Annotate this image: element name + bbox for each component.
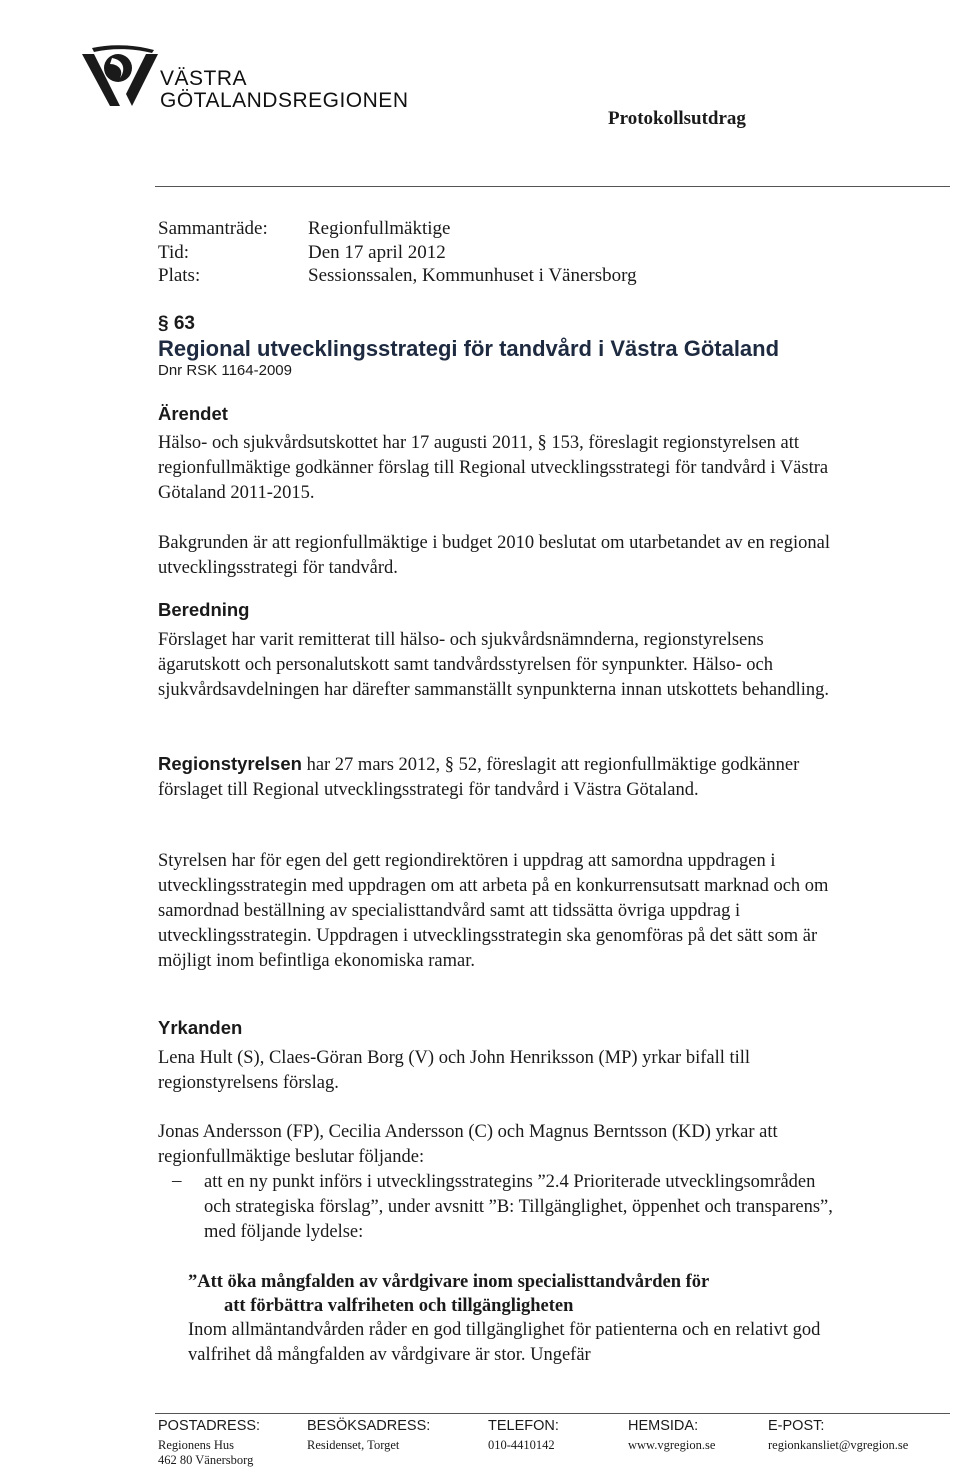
footer-besoksadress-label: BESÖKSADRESS:: [307, 1418, 431, 1434]
beredning-text-3: Styrelsen har för egen del gett regiondirektören i uppdrag att samordna uppdragen i utvecklingsstrategin med uppdragen om att arbeta på en konkurrensutsatt marknad och om samordnad beställning av specialisttandvård samt att tidssätta övriga uppdrag i utvecklingsstrategin. Uppdragen i utvecklingsstrategin ska genomföras på det sätt som är möjligt inom befintliga ekonomiska ramar.: [158, 851, 829, 971]
yrkanden-text-1: Lena Hult (S), Claes-Göran Borg (V) och John Henriksson (MP) yrkar bifall till regionstyrelsens förslag.: [158, 1048, 751, 1093]
meta-label-place: Plats:: [158, 265, 201, 286]
arendet-text-1: Hälso- och sjukvårdsutskottet har 17 augusti 2011, § 153, föreslagit regionstyrelsen att regionfullmäktige godkänner förslag till Regional utvecklingsstrategi för tandvård i Västra Götaland 2011-2015.: [158, 433, 829, 503]
beredning-paragraph-2: [158, 751, 848, 803]
section-number: § 63: [158, 313, 195, 334]
bullet-dash: –: [172, 1170, 182, 1191]
meta-label-meeting: Sammanträde:: [158, 218, 268, 239]
meta-value-place: Sessionssalen, Kommunhuset i Vänersborg: [308, 265, 637, 286]
bullet-item: att en ny punkt införs i utvecklingsstrategins ”2.4 Prioriterade utvecklingsområden och strategiska förslag”, under avsnitt ”B: Tillgänglighet, öppenhet och transparens”, med följande lydelse:: [204, 1172, 833, 1242]
diary-number: Dnr RSK 1164-2009: [158, 362, 292, 379]
footer-postadress-line-2: 462 80 Vänersborg: [158, 1453, 254, 1467]
arendet-paragraph-2: [158, 531, 848, 581]
heading-yrkanden: Yrkanden: [158, 1017, 243, 1038]
heading-arendet: Ärendet: [158, 403, 228, 424]
quote-heading-line-2: att förbättra valfriheten och tillgängligheten: [224, 1296, 574, 1316]
organization-name: [160, 68, 408, 112]
footer-telefon-value: 010-4410142: [488, 1438, 555, 1452]
meta-value-time: Den 17 april 2012: [308, 242, 446, 263]
arendet-paragraph-1: [158, 431, 848, 506]
footer-postadress-line-1: Regionens Hus: [158, 1438, 235, 1452]
footer-telefon-label: TELEFON:: [488, 1418, 559, 1434]
footer-telefon: [488, 1418, 559, 1453]
footer-hemsida-link[interactable]: www.vgregion.se: [628, 1438, 716, 1452]
footer-epost-label: E-POST:: [768, 1418, 825, 1434]
footer-divider: [155, 1413, 950, 1414]
yrkanden-paragraph-1: [158, 1046, 848, 1096]
section-title: Regional utvecklingsstrategi för tandvård i Västra Götaland: [158, 336, 780, 361]
header-divider: [155, 186, 950, 187]
document-type: Protokollsutdrag: [608, 108, 746, 129]
footer-epost-link[interactable]: regionkansliet@vgregion.se: [768, 1438, 909, 1452]
beredning-paragraph-3: [158, 849, 848, 974]
heading-beredning: Beredning: [158, 599, 250, 620]
yrkanden-text-2: Jonas Andersson (FP), Cecilia Andersson (C) och Magnus Berntsson (KD) yrkar att regionfullmäktige beslutar följande:: [158, 1122, 778, 1167]
logo-line-1: VÄSTRA: [160, 67, 248, 90]
regionstyrelsen-lead: Regionstyrelsen: [158, 753, 302, 774]
footer-postadress: [158, 1418, 260, 1468]
beredning-text-1: Förslaget har varit remitterat till hälso- och sjukvårdsnämnderna, regionstyrelsens ägarutskott och personalutskott samt tandvårdsstyrelsen för synpunkter. Hälso- och sjukvårdsavdelningen har därefter sammanställt synpunkterna innan utskottets behandling.: [158, 630, 829, 700]
meta-label-time: Tid:: [158, 242, 189, 263]
footer-epost: [768, 1418, 908, 1453]
yrkanden-paragraph-2: [158, 1120, 848, 1170]
beredning-paragraph-1: [158, 628, 848, 703]
quote-heading: [188, 1270, 828, 1318]
quote-heading-line-1: ”Att öka mångfalden av vårdgivare inom specialisttandvården för: [188, 1272, 710, 1292]
footer-besoksadress: [307, 1418, 430, 1453]
arendet-text-2: Bakgrunden är att regionfullmäktige i budget 2010 beslutat om utarbetandet av en regional utvecklingsstrategi för tandvård.: [158, 533, 830, 578]
beredning-text-2: har 27 mars 2012, § 52, föreslagit att regionfullmäktige godkänner förslaget till Regional utvecklingsstrategi för tandvård i Västra Götaland.: [158, 755, 800, 800]
vgr-logo-icon: [80, 44, 160, 110]
logo-line-2: GÖTALANDSREGIONEN: [160, 89, 409, 112]
meta-value-meeting: Regionfullmäktige: [308, 218, 451, 239]
footer-besoksadress-value: Residenset, Torget: [307, 1438, 400, 1452]
footer-postadress-label: POSTADRESS:: [158, 1418, 261, 1434]
footer-hemsida-label: HEMSIDA:: [628, 1418, 699, 1434]
quote-body: Inom allmäntandvården råder en god tillgänglighet för patienterna och en relativt god valfrihet då mångfalden av vårdgivare är stor. Ungefär: [188, 1320, 821, 1365]
footer-hemsida: [628, 1418, 715, 1453]
